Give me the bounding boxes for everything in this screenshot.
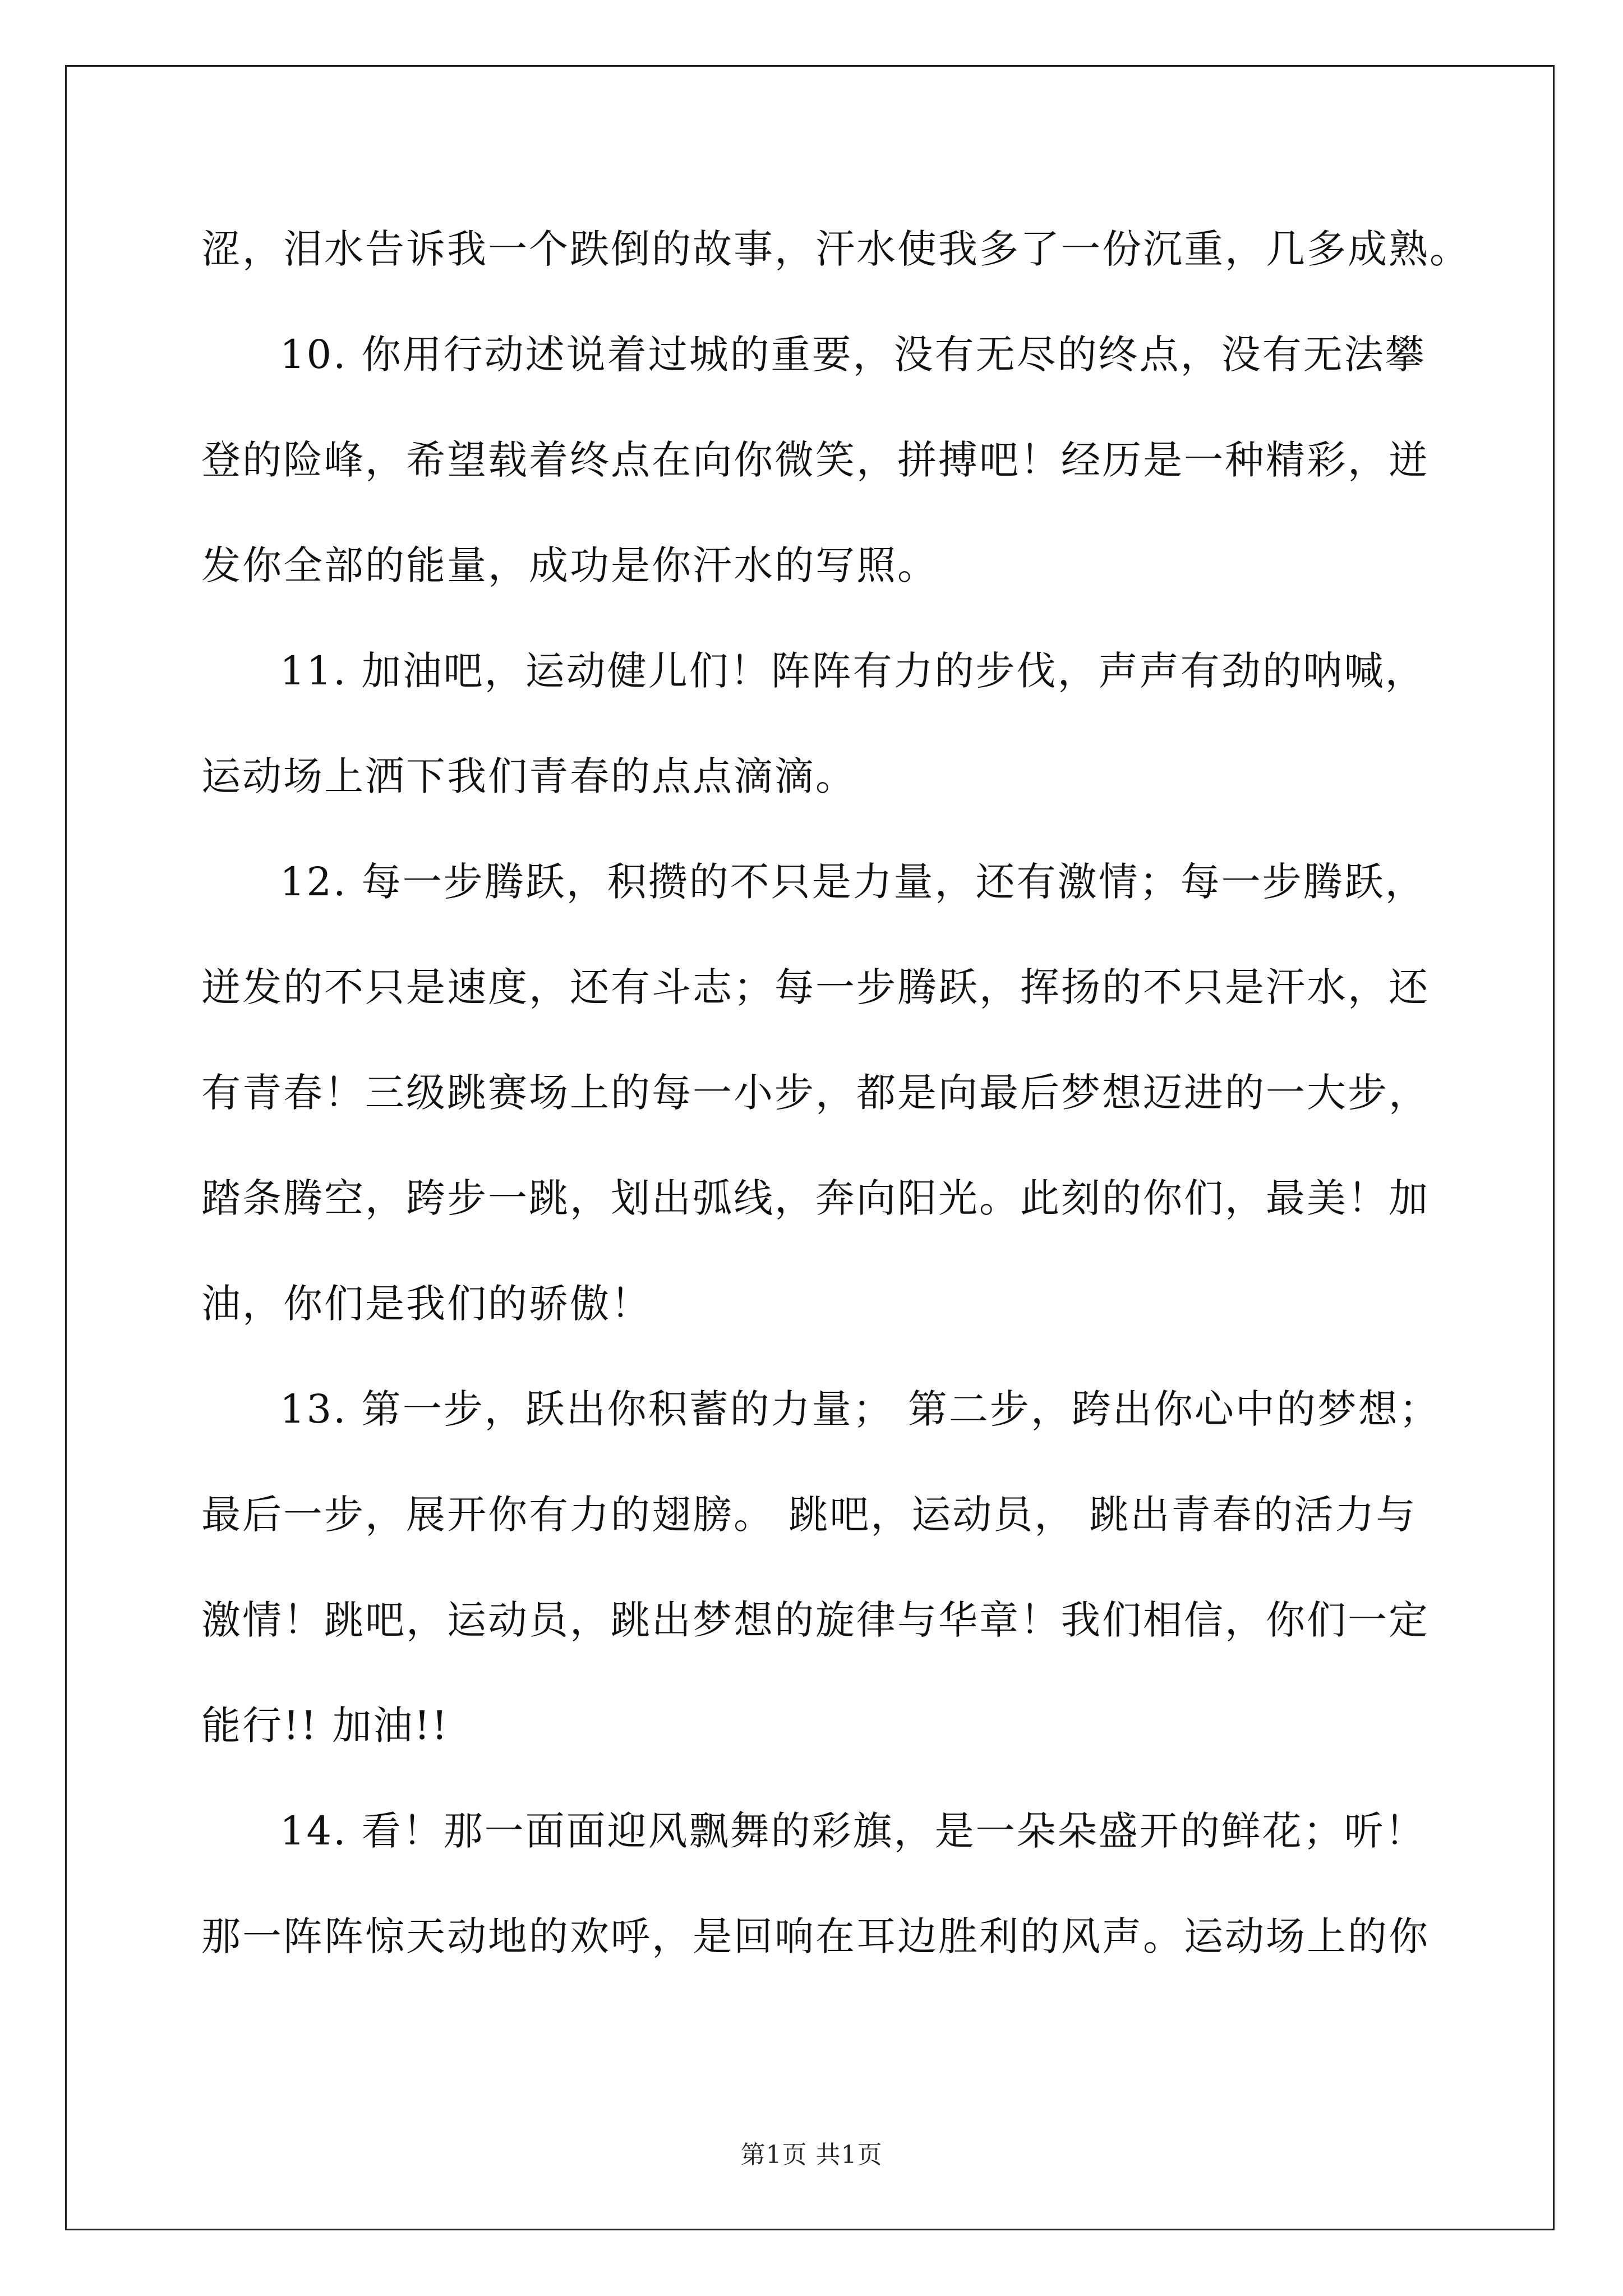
text-line: 14. 看！那一面面迎风飘舞的彩旗，是一朵朵盛开的鲜花；听！ <box>280 1808 1426 1854</box>
document-body <box>201 215 1470 2008</box>
text-line: 10. 你用行动述说着过城的重要，没有无尽的终点，没有无法攀 <box>280 332 1426 378</box>
text-line: 运动场上洒下我们青春的点点滴滴。 <box>201 753 856 799</box>
text-line: 有青春！三级跳赛场上的每一小步，都是向最后梦想迈进的一大步， <box>201 1070 1430 1116</box>
text-line: 13. 第一步，跃出你积蓄的力量； 第二步，跨出你心中的梦想； <box>280 1386 1440 1432</box>
text-line: 发你全部的能量，成功是你汗水的写照。 <box>201 542 938 588</box>
text-line: 能行!! 加油!! <box>201 1703 449 1749</box>
text-line: 踏条腾空，跨步一跳，划出弧线，奔向阳光。此刻的你们，最美！加 <box>201 1175 1430 1221</box>
text-line: 激情！跳吧，运动员，跳出梦想的旋律与华章！我们相信，你们一定 <box>201 1597 1430 1643</box>
page-number-footer: 第1页 共1页 <box>740 2141 883 2169</box>
text-line: 涩，泪水告诉我一个跌倒的故事，汗水使我多了一份沉重，几多成熟。 <box>201 226 1470 272</box>
text-line: 12. 每一步腾跃，积攒的不只是力量，还有激情；每一步腾跃， <box>280 859 1426 905</box>
text-line: 最后一步，展开你有力的翅膀。 跳吧，运动员， 跳出青春的活力与 <box>201 1492 1417 1538</box>
text-line: 那一阵阵惊天动地的欢呼，是回响在耳边胜利的风声。运动场上的你 <box>201 1913 1430 1959</box>
text-line: 油，你们是我们的骄傲！ <box>201 1281 652 1327</box>
text-line: 迸发的不只是速度，还有斗志；每一步腾跃，挥扬的不只是汗水，还 <box>201 964 1430 1010</box>
text-line: 登的险峰，希望载着终点在向你微笑，拼搏吧！经历是一种精彩，迸 <box>201 437 1430 483</box>
text-line: 11. 加油吧，运动健儿们！阵阵有力的步伐，声声有劲的呐喊， <box>280 648 1426 694</box>
